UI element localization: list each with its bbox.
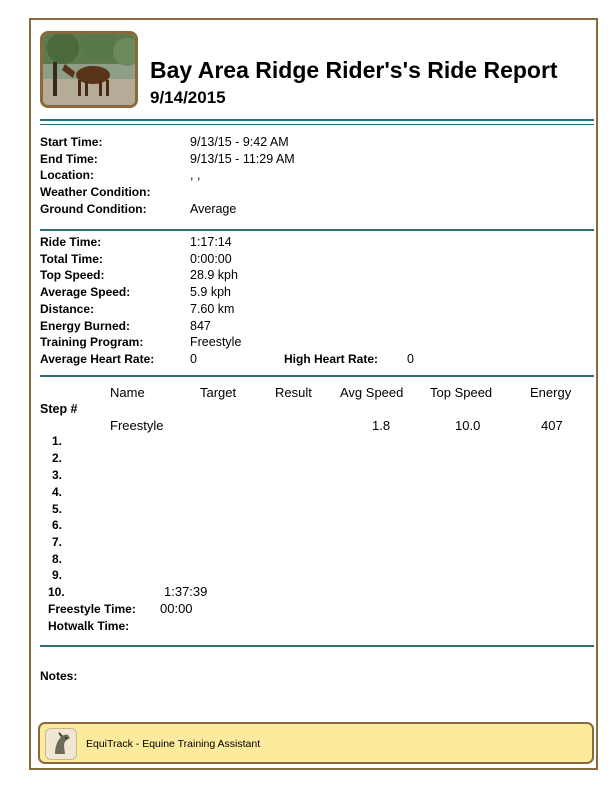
distance-value: 7.60 km <box>190 302 235 316</box>
top-speed-value: 28.9 kph <box>190 268 238 282</box>
location-value: , , <box>190 168 201 182</box>
distance-label: Distance: <box>40 302 95 316</box>
start-time-value: 9/13/15 - 9:42 AM <box>190 135 289 149</box>
column-header-target: Target <box>200 385 237 400</box>
step-number: 9. <box>52 568 63 582</box>
column-header-result: Result <box>275 385 312 400</box>
high-heart-rate-label: High Heart Rate: <box>284 352 379 366</box>
footer-banner <box>38 722 594 764</box>
report-date: 9/14/2015 <box>150 88 226 107</box>
energy-burned-value: 847 <box>190 319 211 333</box>
column-header-step: Step # <box>40 402 78 416</box>
step-number: 10. <box>48 585 65 599</box>
ground-condition-value: Average <box>190 202 237 216</box>
report-title: Bay Area Ridge Rider's's Ride Report <box>150 57 558 83</box>
freestyle-time-value: 00:00 <box>160 601 193 616</box>
energy-burned-label: Energy Burned: <box>40 319 131 333</box>
average-speed-value: 5.9 kph <box>190 285 232 299</box>
horse-head-logo-icon <box>45 728 77 760</box>
column-header-top-speed: Top Speed <box>430 385 493 400</box>
header-divider <box>40 119 594 121</box>
end-time-label: End Time: <box>40 152 98 166</box>
program-avg-speed: 1.8 <box>372 418 391 433</box>
step-number: 8. <box>52 552 63 566</box>
table-divider <box>40 645 594 647</box>
top-speed-label: Top Speed: <box>40 268 105 282</box>
location-label: Location: <box>40 168 94 182</box>
notes-label: Notes: <box>40 669 78 683</box>
step-number: 5. <box>52 502 63 516</box>
training-program-label: Training Program: <box>40 335 144 349</box>
average-heart-rate-value: 0 <box>190 352 197 366</box>
end-time-value: 9/13/15 - 11:29 AM <box>190 152 295 166</box>
training-program-value: Freestyle <box>190 335 242 349</box>
step-number: 7. <box>52 535 63 549</box>
start-time-label: Start Time: <box>40 135 103 149</box>
stats-divider <box>40 375 594 377</box>
ride-time-label: Ride Time: <box>40 235 102 249</box>
average-speed-label: Average Speed: <box>40 285 131 299</box>
step-10-target: 1:37:39 <box>164 584 208 599</box>
ground-condition-label: Ground Condition: <box>40 202 147 216</box>
header-divider-thin <box>40 124 594 125</box>
program-top-speed: 10.0 <box>455 418 481 433</box>
program-name: Freestyle <box>110 418 164 433</box>
freestyle-time-label: Freestyle Time: <box>48 602 136 616</box>
column-header-name: Name <box>110 385 145 400</box>
total-time-value: 0:00:00 <box>190 252 232 266</box>
high-heart-rate-value: 0 <box>407 352 414 366</box>
weather-condition-label: Weather Condition: <box>40 185 151 199</box>
horse-photo <box>40 31 138 108</box>
info-divider <box>40 229 594 231</box>
step-number: 6. <box>52 518 63 532</box>
step-number: 3. <box>52 468 63 482</box>
total-time-label: Total Time: <box>40 252 103 266</box>
step-number: 2. <box>52 451 63 465</box>
step-number: 1. <box>52 434 63 448</box>
ride-time-value: 1:17:14 <box>190 235 232 249</box>
column-header-avg-speed: Avg Speed <box>340 385 404 400</box>
footer-text: EquiTrack - Equine Training Assistant <box>86 738 261 750</box>
average-heart-rate-label: Average Heart Rate: <box>40 352 155 366</box>
step-number: 4. <box>52 485 63 499</box>
hotwalk-time-label: Hotwalk Time: <box>48 619 130 633</box>
column-header-energy: Energy <box>530 385 572 400</box>
program-energy: 407 <box>541 418 563 433</box>
